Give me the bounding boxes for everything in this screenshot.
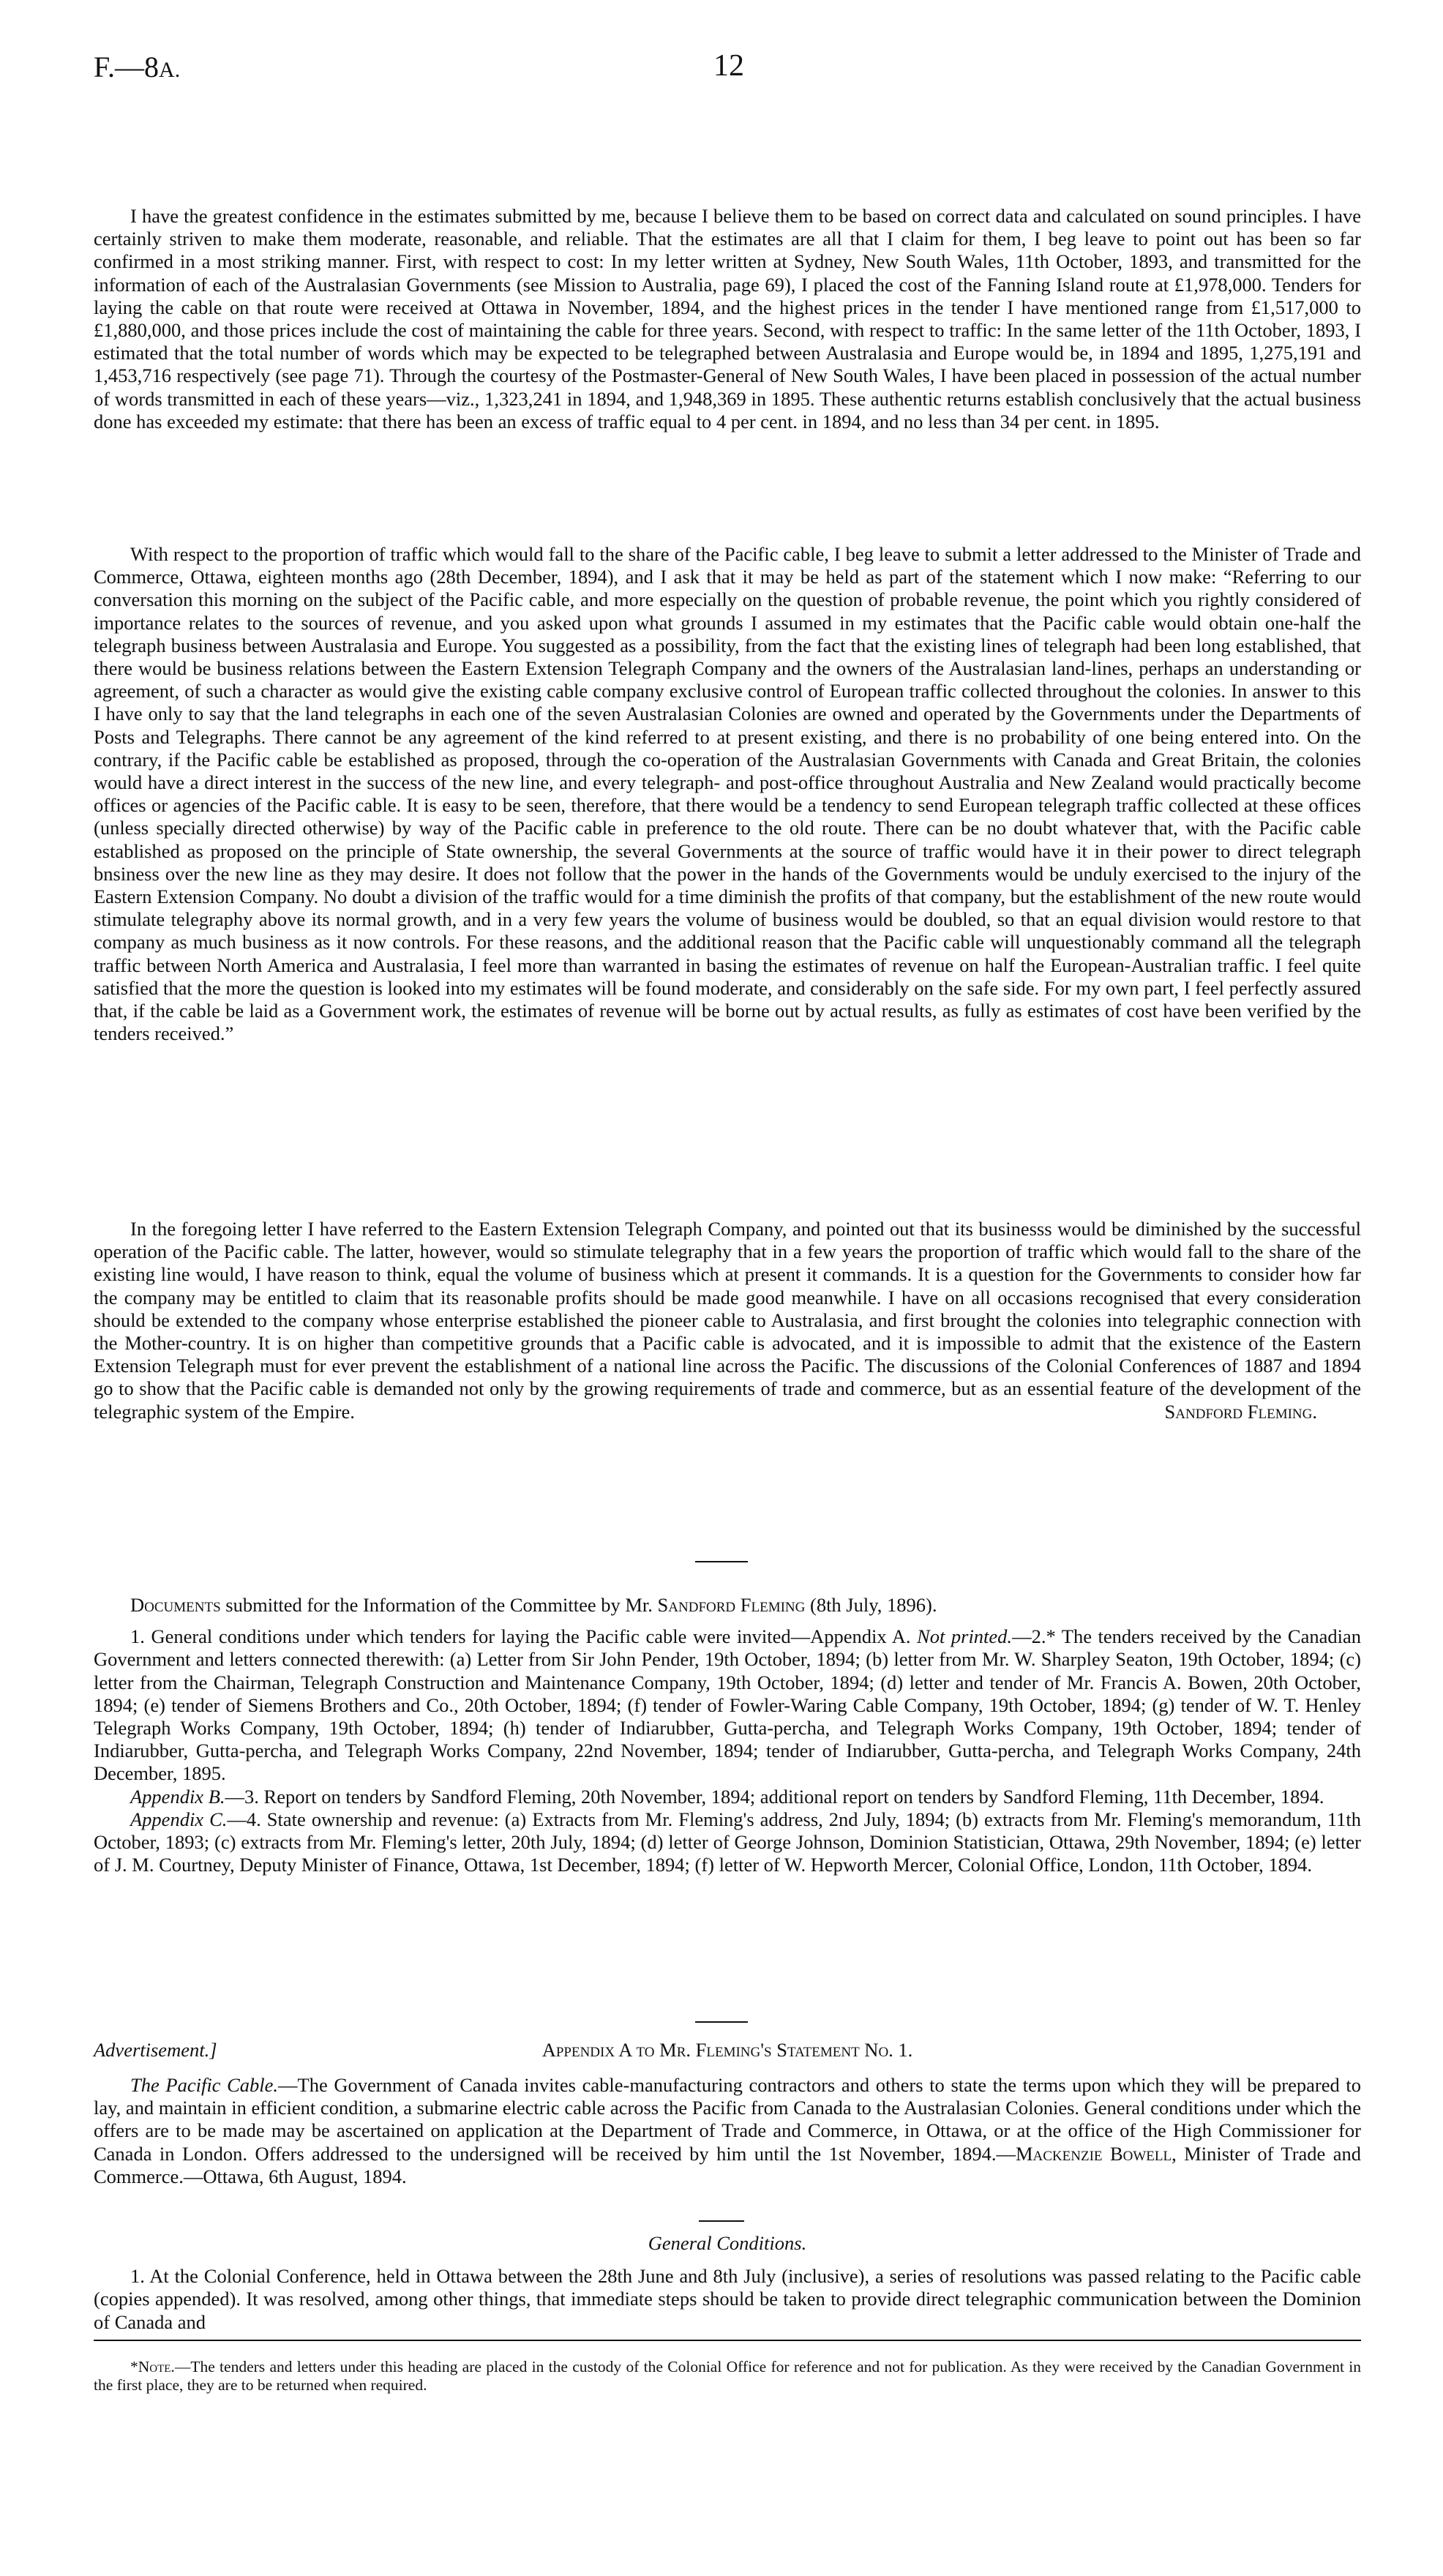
signer-name: Mackenzie Bowell [1015, 2142, 1172, 2165]
page-number: 12 [713, 49, 744, 83]
heading-part: Sandford Fleming [657, 1594, 806, 1616]
item-text: —4. State ownership and revenue: (a) Extracts from Mr. Fleming's address, 2nd July, 1894; (b) extracts from Mr. Fleming's memorandum, 11th October, 1893; (c) extracts from Mr. Fleming's letter, 20th July, 1894; (d) letter of George Johnson, Dominion Statistician, Ottawa, 29th November, 1894; (e) letter of J. M. Courtney, Deputy Minister of Finance, Ottawa, 1st December, 1894; (f) letter of W. Hepworth Mercer, Colonial Office, London, 11th October, 1894. [94, 1808, 1361, 1876]
appendix-a-section [94, 2039, 1361, 2188]
section-divider [695, 2021, 748, 2023]
section-divider [695, 1561, 748, 1562]
appendix-label: Appendix C. [130, 1808, 228, 1830]
paragraph-text: With respect to the proportion of traffic which would fall to the share of the Pacific cable, I beg leave to submit a letter addressed to the Minister of Trade and Commerce, Ottawa, eighteen months ago (28th December, 1894), and I ask that it may be held as part of the statement which I now make: “Referring to our conversation this morning on the subject of the Pacific cable, and more especially on the question of probable revenue, the point which you rightly considered of importance relates to the sources of revenue, and you asked upon what grounds I assumed in my estimates that the Pacific cable would obtain one-half the telegraph business between Australasia and Europe. You suggested as a possibility, from the fact that the existing lines of telegraph had been long established, that there would be business relations between the Eastern Extension Telegraph Company and the owners of the Australasian land-lines, perhaps an understanding or agreement, of such a character as would give the existing cable company exclusive control of European traffic collected throughout the colonies. In answer to this I have only to say that the land telegraphs in each one of the seven Australasian Colonies are owned and operated by the Governments under the Departments of Posts and Telegraphs. There cannot be any agreement of the kind referred to at present existing, and there is no probability of one being entered into. On the contrary, if the Pacific cable be established as proposed, through the co-operation of the Australasian Governments with Canada and Great Britain, the colonies would have a direct interest in the success of the new line, and every telegraph- and post-office throughout Australia and New Zealand would practically become offices or agencies of the Pacific cable. It is easy to be seen, therefore, that there would be a tendency to send European telegraph traffic collected at these offices (unless specially directed otherwise) by way of the Pacific cable in preference to the old route. There can be no doubt whatever that, with the Pacific cable established as proposed on the principle of State ownership, the several Governments at the source of traffic would have it in their power to direct telegraph bnsiness over the new line as they may desire. It does not follow that the power in the hands of the Governments would be unduly exercised to the injury of the Eastern Extension Company. No doubt a division of the traffic would for a time diminish the profits of that company, but the establishment of the new route would stimulate telegraphy above its normal growth, and in a very few years the volume of business would be doubled, so that an equal division would restore to that company as much business as it now controls. For these reasons, and the additional reason that the Pacific cable will unquestionably command all the telegraph traffic between North America and Australasia, I feel more than warranted in basing the estimates of revenue on half the European-Australian traffic. I feel quite satisfied that the more the question is looked into my estimates will be found moderate, and considerably on the safe side. For my own part, I feel perfectly assured that, if the cable be laid as a Government work, the estimates of revenue will be borne out by actual results, as fully as estimates of cost have been verified by the tenders received.” [94, 543, 1361, 1045]
footnote-divider [94, 2340, 1361, 2341]
statement-paragraph-1 [94, 205, 1361, 433]
statement-paragraph-2 [94, 543, 1361, 1045]
advertisement-label: Advertisement.] [94, 2039, 217, 2061]
documents-heading [94, 1594, 1361, 1617]
footnote [94, 2358, 1361, 2395]
signer-details: , Minister of Trade and Commerce.—Ottawa, 6th August, 1894. [94, 2142, 1361, 2187]
section-divider [699, 2220, 744, 2222]
general-conditions-title: General Conditions. [648, 2232, 807, 2254]
signature: Sandford Fleming. [1164, 1400, 1317, 1423]
appendix-a-title: Appendix A to Mr. Fleming's Statement No. 1. [541, 2039, 913, 2061]
documents-section [94, 1594, 1361, 1876]
paragraph-text: I have the greatest confidence in the estimates submitted by me, because I believe them to be based on correct data and calculated on sound principles. I have certainly striven to make them moderate, reasonable, and reliable. That the estimates are all that I claim for them, I beg leave to point out has been so far confirmed in a most striking manner. First, with respect to cost: In my letter written at Sydney, New South Wales, 11th October, 1893, and transmitted for the information of each of the Australasian Governments (see Mission to Australia, page 69), I placed the cost of the Fanning Island route at £1,978,000. Tenders for laying the cable on that route were received at Ottawa in November, 1894, and the highest prices in the tender I have mentioned range from £1,517,000 to £1,880,000, and those prices include the cost of maintaining the cable for three years. Second, with respect to traffic: In the same letter of the 11th October, 1893, I estimated that the total number of words which may be expected to be telegraphed between Australasia and Europe would be, in 1894 and 1895, 1,275,191 and 1,453,716 respectively (see page 71). Through the courtesy of the Postmaster-General of New South Wales, I have been placed in possession of the actual number of words transmitted in each of these years—viz., 1,323,241 in 1894, and 1,948,369 in 1895. These authentic returns establish conclusively that the actual business done has exceeded my estimate: that there has been an excess of traffic equal to 4 per cent. in 1894, and no less than 34 per cent. in 1895. [94, 205, 1361, 433]
documents-appendix-c [94, 1808, 1361, 1877]
document-code-main: F.—8 [94, 50, 160, 83]
footnote-text [94, 2358, 1361, 2395]
footnote-label: *Note. [130, 2358, 175, 2375]
statement-paragraph-3 [94, 1218, 1361, 1423]
document-code-suffix: A. [159, 58, 181, 82]
paragraph-text: In the foregoing letter I have referred to the Eastern Extension Telegraph Company, and pointed out that its businesss would be diminished by the successful operation of the Pacific cable. The latter, however, would so stimulate telegraphy that in a few years the proportion of traffic which would fall to the share of the existing line would, I have reason to think, equal the volume of business which at present it commands. It is a question for the Governments to consider how far the company may be entitled to claim that its reasonable profits should be made good meanwhile. I have on all occasions recognised that every consideration should be extended to the company whose enterprise established the pioneer cable to Australasia, and first brought the colonies into telegraphic connection with the Mother-country. It is on higher than competitive grounds that a Pacific cable is advocated, and it is impossible to admit that the existence of the Eastern Extension Telegraph must for ever prevent the establishment of a national line across the Pacific. The discussions of the Colonial Conferences of 1887 and 1894 go to show that the Pacific cable is demanded not only by the growing requirements of trade and commerce, but as an essential feature of the development of the telegraphic system of the Empire. [94, 1218, 1361, 1423]
general-conditions-paragraph-1: 1. At the Colonial Conference, held in Ottawa between the 28th June and 8th July (inclusive), a series of resolutions was passed relating to the Pacific cable (copies appended). It was resolved, among other things, that immediate steps should be taken to provide direct telegraphic communication between the Dominion of Canada and [94, 2265, 1361, 2333]
heading-part: (8th July, 1896). [805, 1594, 937, 1616]
document-code [94, 50, 180, 84]
item-text: —2.* The tenders received by the Canadian Government and letters connected therewith: (a) Letter from Sir John Pender, 19th October, 1894; (b) letter from Mr. W. Sharpley Seaton, 19th October, 1894; (c) letter from the Chairman, Telegraph Construction and Maintenance Company, 19th October, 1894; (d) letter and tender of Mr. Francis A. Bowen, 20th October, 1894; (e) tender of Siemens Brothers and Co., 20th October, 1894; (f) tender of Fowler-Waring Cable Company, 19th October, 1894; (g) tender of W. T. Henley Telegraph Works Company, 19th October, 1894; (h) tender of Indiarubber, Gutta-percha, and Telegraph Works Company, 19th October, 1894; tender of Indiarubber, Gutta-percha, and Telegraph Works Company, 22nd November, 1894; tender of Indiarubber, Gutta-percha, and Telegraph Works Company, 24th December, 1895. [94, 1625, 1361, 1785]
item-text: —3. Report on tenders by Sandford Fleming, 20th November, 1894; additional report on tenders by Sandford Fleming, 11th December, 1894. [225, 1785, 1324, 1808]
heading-part: submitted for the Information of the Committee by Mr. [220, 1594, 658, 1616]
advertisement-body: —The Government of Canada invites cable-manufacturing contractors and others to state the terms upon which they will be prepared to lay, and maintain in efficient condition, a submarine electric cable across the Pacific from Canada to the Australasian Colonies. General conditions under which the offers are to be made may be ascertained on application at the Department of Trade and Commerce, in Ottawa, or at the office of the High Commissioner for Canada in London. Offers addressed to the undersigned will be received by him until the 1st November, 1894.— [94, 2074, 1361, 2165]
lead-title: The Pacific Cable. [130, 2074, 279, 2096]
general-conditions-section [94, 2232, 1361, 2334]
item-text: 1. General conditions under which tenders for laying the Pacific cable were invited—Appendix A. [130, 1625, 918, 1648]
heading-part: Documents [130, 1594, 221, 1616]
documents-item-1-2 [94, 1625, 1361, 1785]
documents-appendix-b [94, 1786, 1361, 1808]
appendix-label: Appendix B. [130, 1785, 225, 1808]
footnote-body: —The tenders and letters under this heading are placed in the custody of the Colonial Office for reference and not for publication. As they were received by the Canadian Government in the first place, they are to be returned when required. [94, 2358, 1361, 2394]
advertisement-text [94, 2074, 1361, 2188]
not-printed-note: Not printed. [917, 1625, 1013, 1648]
